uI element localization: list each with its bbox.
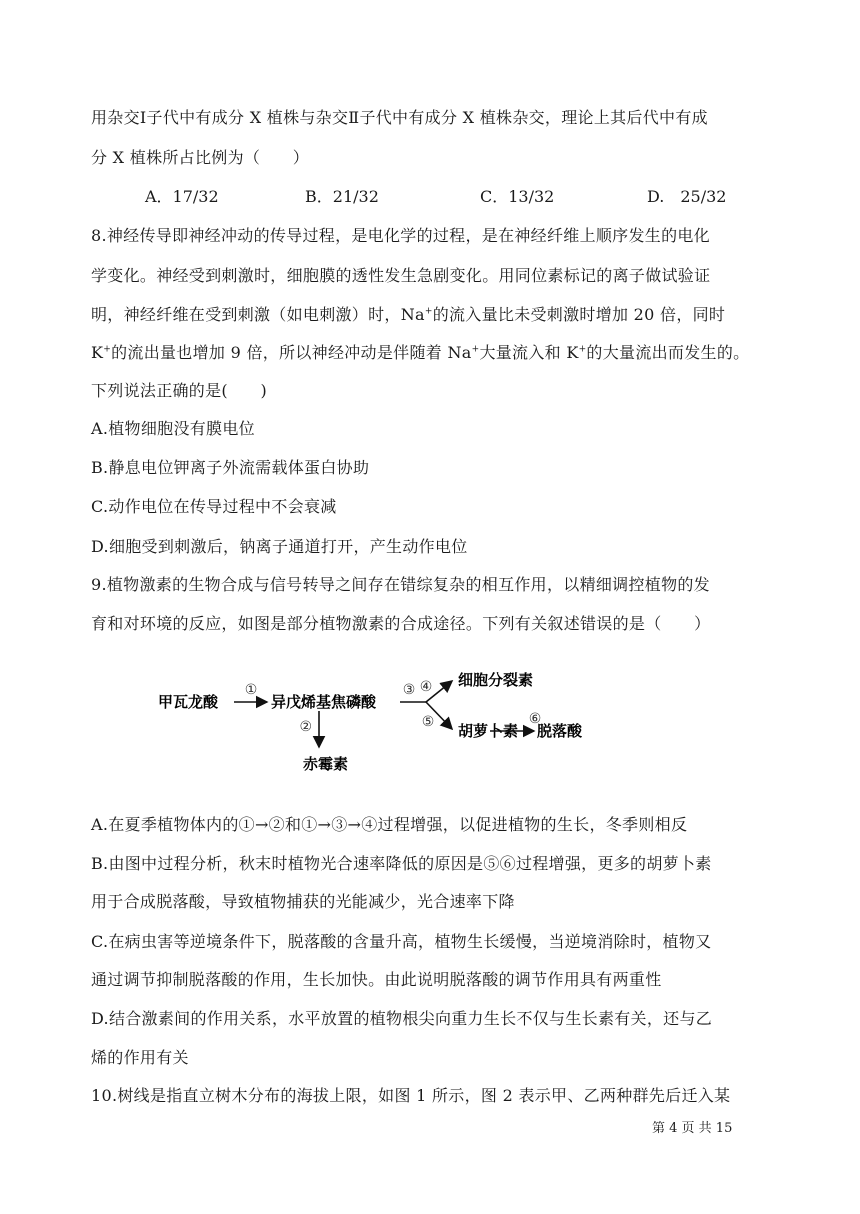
step-2-label: ② xyxy=(299,719,312,735)
q10-stem-line-1: 10.树线是指直立树木分布的海拔上限，如图 1 所示，图 2 表示甲、乙两种群先后迁入某 xyxy=(91,1086,731,1105)
q8-option-a: A.植物细胞没有膜电位 xyxy=(91,419,255,438)
q9-stem-line-2: 育和对环境的反应，如图是部分植物激素的合成途径。下列有关叙述错误的是（ ） xyxy=(91,614,711,633)
step-1-label: ① xyxy=(244,682,258,698)
node-cytokinin: 细胞分裂素 xyxy=(458,671,534,689)
q7-stem-line-2: 分 X 植株所占比例为（ ） xyxy=(91,148,310,167)
node-mevalonic-acid: 甲瓦龙酸 xyxy=(158,693,219,711)
q7-option-b: B．21/32 xyxy=(305,187,379,206)
q9-option-a: A.在夏季植物体内的①→②和①→③→④过程增强，以促进植物的生长，冬季则相反 xyxy=(91,815,688,834)
q7-option-d: D. 25/32 xyxy=(647,187,727,206)
node-abscisic-acid: 脱落酸 xyxy=(536,722,582,740)
q9-stem-line-1: 9.植物激素的生物合成与信号转导之间存在错综复杂的相互作用，以精细调控植物的发 xyxy=(91,575,710,594)
plus-superscript: + xyxy=(424,306,433,317)
step-6-label: ⑥ xyxy=(528,711,542,727)
q8-stem-line-5: 下列说法正确的是( ) xyxy=(91,381,268,400)
q8-option-d: D.细胞受到刺激后，钠离子通道打开，产生动作电位 xyxy=(91,537,468,556)
q8-text: K xyxy=(91,343,104,362)
step-5-label: ⑤ xyxy=(421,714,435,730)
q8-text: 的流入量比未受刺激时增加 20 倍，同时 xyxy=(432,305,726,324)
step-3-label: ③ xyxy=(402,682,416,698)
q9-option-c-line-1: C.在病虫害等逆境条件下，脱落酸的含量升高，植物生长缓慢，当逆境消除时，植物又 xyxy=(91,932,712,951)
q8-option-c: C.动作电位在传导过程中不会衰减 xyxy=(91,497,337,516)
q9-option-d-line-1: D.结合激素间的作用关系，水平放置的植物根尖向重力生长不仅与生长素有关，还与乙 xyxy=(91,1009,713,1028)
q8-stem-line-4 xyxy=(91,340,749,363)
q8-stem-line-1: 8.神经传导即神经冲动的传导过程，是电化学的过程，是在神经纤维上顺序发生的电化 xyxy=(91,226,710,245)
q9-option-c-line-2: 通过调节抑制脱落酸的作用，生长加快。由此说明脱落酸的调节作用具有两重性 xyxy=(91,970,662,989)
q7-option-a: A．17/32 xyxy=(145,187,219,206)
q8-text: 明，神经纤维在受到刺激（如电刺激）时，Na xyxy=(91,305,425,324)
q7-option-c: C．13/32 xyxy=(480,187,555,206)
q8-stem-line-2: 学变化。神经受到刺激时，细胞膜的透性发生急剧变化。用同位素标记的离子做试验证 xyxy=(91,266,711,285)
plus-superscript: + xyxy=(103,344,112,355)
q9-option-d-line-2: 烯的作用有关 xyxy=(91,1048,189,1067)
page-footer: 第 4 页 共 15 xyxy=(652,1121,733,1136)
plus-superscript: + xyxy=(471,344,480,355)
q8-text: 的大量流出而发生的。 xyxy=(586,343,750,362)
q9-option-b-line-2: 用于合成脱落酸，导致植物捕获的光能减少，光合速率下降 xyxy=(91,892,515,911)
q7-stem-line-1: 用杂交Ⅰ子代中有成分 X 植株与杂交Ⅱ子代中有成分 X 植株杂交，理论上其后代中有成 xyxy=(91,108,708,127)
node-carotene: 胡萝卜素 xyxy=(458,722,519,740)
q8-option-b: B.静息电位钾离子外流需载体蛋白协助 xyxy=(91,458,370,477)
hormone-synthesis-diagram xyxy=(150,665,590,785)
plus-superscript: + xyxy=(578,344,587,355)
q8-stem-line-3 xyxy=(91,302,725,325)
q8-text: 的流出量也增加 9 倍，所以神经冲动是伴随着 Na xyxy=(111,343,472,362)
q9-option-b-line-1: B.由图中过程分析，秋末时植物光合速率降低的原因是⑤⑥过程增强，更多的胡萝卜素 xyxy=(91,854,712,873)
q7-options xyxy=(145,184,745,206)
node-ipp: 异戊烯基焦磷酸 xyxy=(271,693,377,711)
q8-text: 大量流入和 K xyxy=(479,343,579,362)
node-gibberellin: 赤霉素 xyxy=(303,755,349,773)
step-4-label: ④ xyxy=(419,679,433,695)
